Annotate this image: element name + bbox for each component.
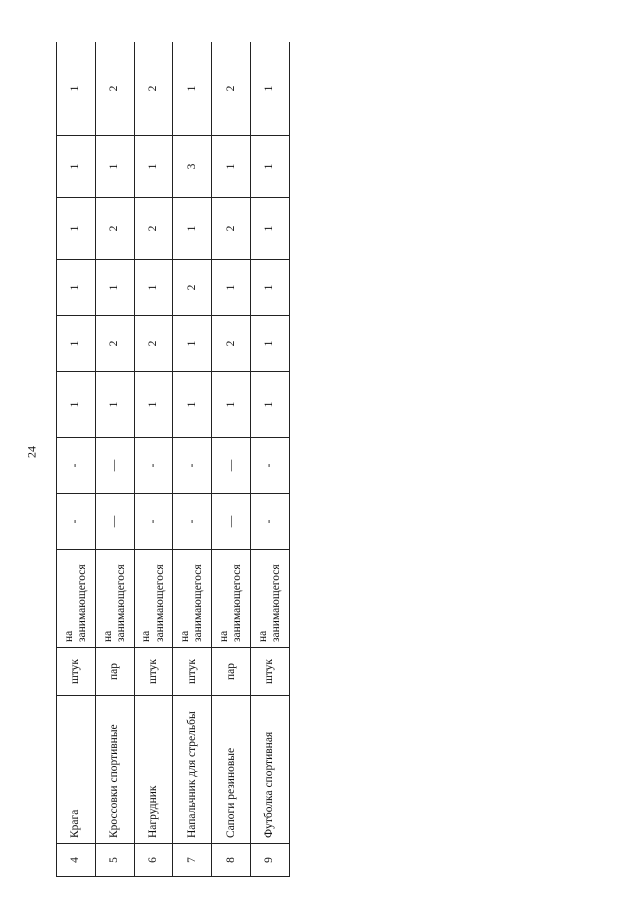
equipment-table	[56, 42, 290, 877]
table-row	[134, 42, 173, 877]
quantity-cell: -	[57, 438, 96, 494]
item-name-cell: Крага	[57, 696, 96, 844]
quantity-cell: -	[251, 438, 290, 494]
quantity-cell: 1	[173, 316, 212, 372]
quantity-cell: 1	[251, 372, 290, 438]
quantity-cell: -	[134, 494, 173, 550]
quantity-cell: 1	[173, 42, 212, 136]
quantity-cell: 1	[173, 372, 212, 438]
quantity-cell: 2	[173, 260, 212, 316]
quantity-cell: 2	[134, 42, 173, 136]
quantity-cell: 2	[212, 42, 251, 136]
item-name-cell: Нагрудник	[134, 696, 173, 844]
item-name-cell: Кроссовки спортивные	[95, 696, 134, 844]
row-number-cell: 6	[134, 844, 173, 877]
unit-cell: штук	[57, 648, 96, 696]
quantity-cell: 1	[134, 372, 173, 438]
quantity-cell: -	[251, 494, 290, 550]
quantity-cell: 1	[57, 260, 96, 316]
table-row	[251, 42, 290, 877]
quantity-cell: 1	[251, 198, 290, 260]
item-name-cell: Сапоги резиновые	[212, 696, 251, 844]
quantity-cell: —	[95, 494, 134, 550]
unit-cell: пар	[212, 648, 251, 696]
quantity-cell: 2	[95, 198, 134, 260]
quantity-cell: 3	[173, 136, 212, 198]
quantity-cell: -	[57, 494, 96, 550]
item-name-cell: Футболка спортивная	[251, 696, 290, 844]
table-row	[212, 42, 251, 877]
allocation-cell: на занимающегося	[251, 550, 290, 648]
row-number-cell: 5	[95, 844, 134, 877]
table-row	[95, 42, 134, 877]
unit-cell: штук	[173, 648, 212, 696]
quantity-cell: 1	[57, 198, 96, 260]
quantity-cell: 1	[95, 372, 134, 438]
quantity-cell: 1	[212, 260, 251, 316]
quantity-cell: 1	[251, 42, 290, 136]
table-row	[57, 42, 96, 877]
table-wrapper	[56, 42, 290, 877]
allocation-cell: на занимающегося	[212, 550, 251, 648]
allocation-cell: на занимающегося	[57, 550, 96, 648]
quantity-cell: 1	[57, 316, 96, 372]
quantity-cell: 2	[134, 198, 173, 260]
quantity-cell: 2	[134, 316, 173, 372]
quantity-cell: —	[212, 438, 251, 494]
quantity-cell: -	[134, 438, 173, 494]
row-number-cell: 9	[251, 844, 290, 877]
quantity-cell: 1	[251, 316, 290, 372]
quantity-cell: 1	[95, 136, 134, 198]
quantity-cell: 1	[212, 136, 251, 198]
table-body	[57, 42, 290, 877]
unit-cell: штук	[134, 648, 173, 696]
row-number-cell: 4	[57, 844, 96, 877]
unit-cell: пар	[95, 648, 134, 696]
quantity-cell: 2	[95, 316, 134, 372]
item-name-cell: Напальчник для стрельбы	[173, 696, 212, 844]
quantity-cell: —	[212, 494, 251, 550]
quantity-cell: 1	[134, 260, 173, 316]
quantity-cell: -	[173, 438, 212, 494]
quantity-cell: 2	[212, 198, 251, 260]
allocation-cell: на занимающегося	[173, 550, 212, 648]
table-row	[173, 42, 212, 877]
quantity-cell: 1	[95, 260, 134, 316]
page-number: 24	[24, 446, 39, 458]
row-number-cell: 8	[212, 844, 251, 877]
quantity-cell: 1	[134, 136, 173, 198]
quantity-cell: 1	[173, 198, 212, 260]
quantity-cell: 1	[212, 372, 251, 438]
quantity-cell: -	[173, 494, 212, 550]
quantity-cell: 2	[212, 316, 251, 372]
quantity-cell: 1	[251, 260, 290, 316]
quantity-cell: 1	[251, 136, 290, 198]
allocation-cell: на занимающегося	[95, 550, 134, 648]
allocation-cell: на занимающегося	[134, 550, 173, 648]
quantity-cell: 1	[57, 42, 96, 136]
quantity-cell: —	[95, 438, 134, 494]
unit-cell: штук	[251, 648, 290, 696]
quantity-cell: 1	[57, 372, 96, 438]
quantity-cell: 1	[57, 136, 96, 198]
row-number-cell: 7	[173, 844, 212, 877]
quantity-cell: 2	[95, 42, 134, 136]
